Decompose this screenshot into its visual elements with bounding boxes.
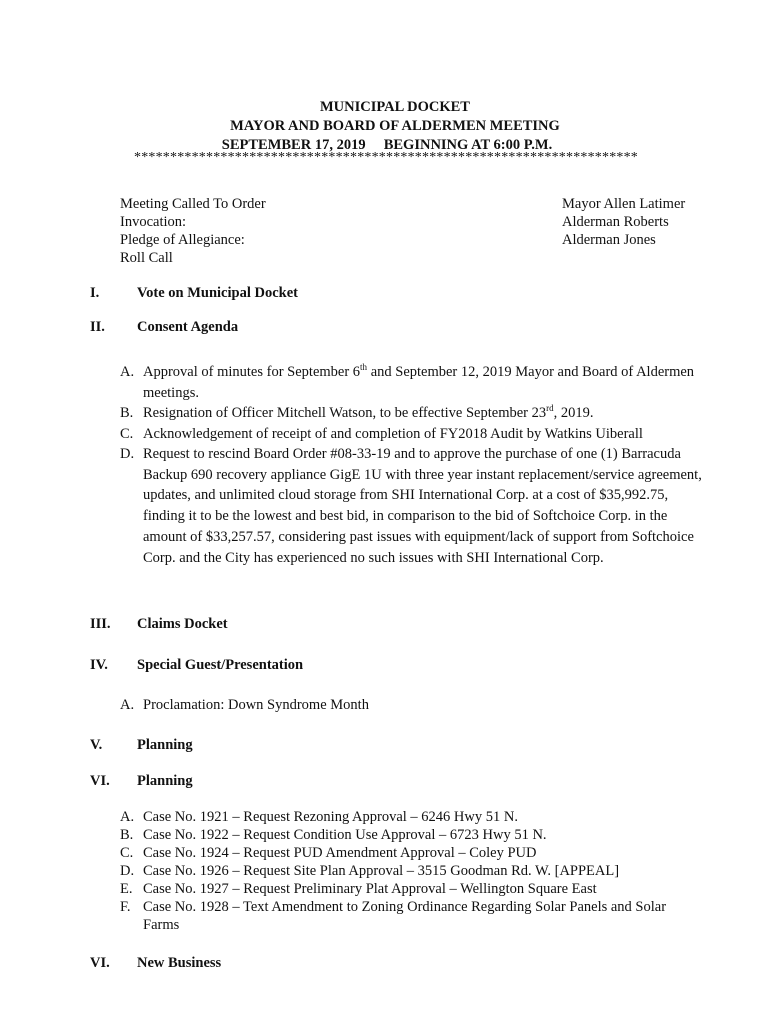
item-letter: E. (120, 881, 133, 897)
item-text: Case No. 1922 – Request Condition Use Approval – 6723 Hwy 51 N. (143, 827, 547, 843)
opening-person: Mayor Allen Latimer (562, 196, 686, 212)
section-title: Planning (137, 773, 193, 789)
section-title: Planning (137, 737, 193, 753)
opening-person: Alderman Jones (562, 232, 656, 248)
item-text: Proclamation: Down Syndrome Month (143, 697, 369, 713)
section-number: I. (90, 285, 100, 301)
list-item (120, 862, 700, 880)
opening-person: Alderman Roberts (562, 214, 669, 230)
item-text: Case No. 1927 – Request Preliminary Plat Approval – Wellington Square East (143, 881, 597, 897)
section-number: VI. (90, 773, 110, 789)
item-letter: A. (120, 809, 135, 825)
section-title: Consent Agenda (137, 319, 239, 335)
meeting-title: MAYOR AND BOARD OF ALDERMEN MEETING (230, 118, 560, 134)
section-number: III. (90, 616, 111, 632)
section-title: New Business (137, 955, 222, 971)
item-letter: C. (120, 426, 134, 442)
section-number: V. (90, 737, 103, 753)
consent-item (120, 362, 720, 403)
item-letter: F. (120, 899, 131, 915)
list-item (120, 880, 700, 898)
special-list (120, 696, 720, 714)
item-letter: A. (120, 697, 135, 713)
opening-label: Meeting Called To Order (120, 196, 266, 212)
consent-item (120, 444, 710, 568)
list-item (120, 844, 700, 862)
item-text: Request to rescind Board Order #08-33-19 and to approve the purchase of one (1) Barracuda Backup 690 recovery appliance GigE 1U with three year instant replacement/service agreement, updates, and unlimited cloud storage from SHI International Corp. at a cost of $35,992.75, finding it to be the lowest and best bid, in comparison to the bid of Softchoice Corp. in the amount of $33,257.57, considering past issues with equipment/lack of support from Softchoice Corp. and the City has experienced no such issues with SHI International Corp. (143, 446, 702, 566)
list-item (120, 826, 700, 844)
list-item (120, 696, 720, 714)
item-text: Acknowledgement of receipt of and completion of FY2018 Audit by Watkins Uiberall (143, 426, 643, 442)
section-number: VI. (90, 955, 110, 971)
item-letter: C. (120, 845, 134, 861)
opening-label: Roll Call (120, 250, 173, 266)
list-item (120, 898, 700, 934)
section-title: Special Guest/Presentation (137, 657, 304, 673)
opening-label: Pledge of Allegiance: (120, 232, 245, 248)
consent-item (120, 403, 720, 424)
item-text: Case No. 1926 – Request Site Plan Approval – 3515 Goodman Rd. W. [APPEAL] (143, 863, 620, 879)
meeting-time: BEGINNING AT 6:00 P.M. (383, 137, 553, 153)
item-text: Approval of minutes for September 6th and September 12, 2019 Mayor and Board of Aldermen meetings. (143, 362, 695, 401)
list-item (120, 808, 700, 826)
item-text: Resignation of Officer Mitchell Watson, to be effective September 23rd, 2019. (143, 403, 594, 421)
consent-item (120, 424, 720, 445)
item-text: Case No. 1928 – Text Amendment to Zoning Ordinance Regarding Solar Panels and Solar Farms (143, 899, 667, 933)
item-text: Case No. 1921 – Request Rezoning Approval – 6246 Hwy 51 N. (143, 809, 518, 825)
separator-stars: ********************************************************************** (134, 150, 638, 165)
item-letter: B. (120, 827, 134, 843)
item-letter: A. (120, 364, 135, 380)
item-letter: D. (120, 446, 135, 462)
docket-title: MUNICIPAL DOCKET (320, 99, 470, 115)
item-letter: D. (120, 863, 135, 879)
section-title: Vote on Municipal Docket (137, 285, 298, 301)
section-number: IV. (90, 657, 108, 673)
meeting-date: SEPTEMBER 17, 2019 (221, 137, 366, 153)
opening-label: Invocation: (120, 214, 187, 230)
planning-list (120, 808, 700, 934)
section-number: II. (90, 319, 105, 335)
item-letter: B. (120, 405, 134, 421)
item-text: Case No. 1924 – Request PUD Amendment Approval – Coley PUD (143, 845, 537, 861)
section-title: Claims Docket (137, 616, 228, 632)
